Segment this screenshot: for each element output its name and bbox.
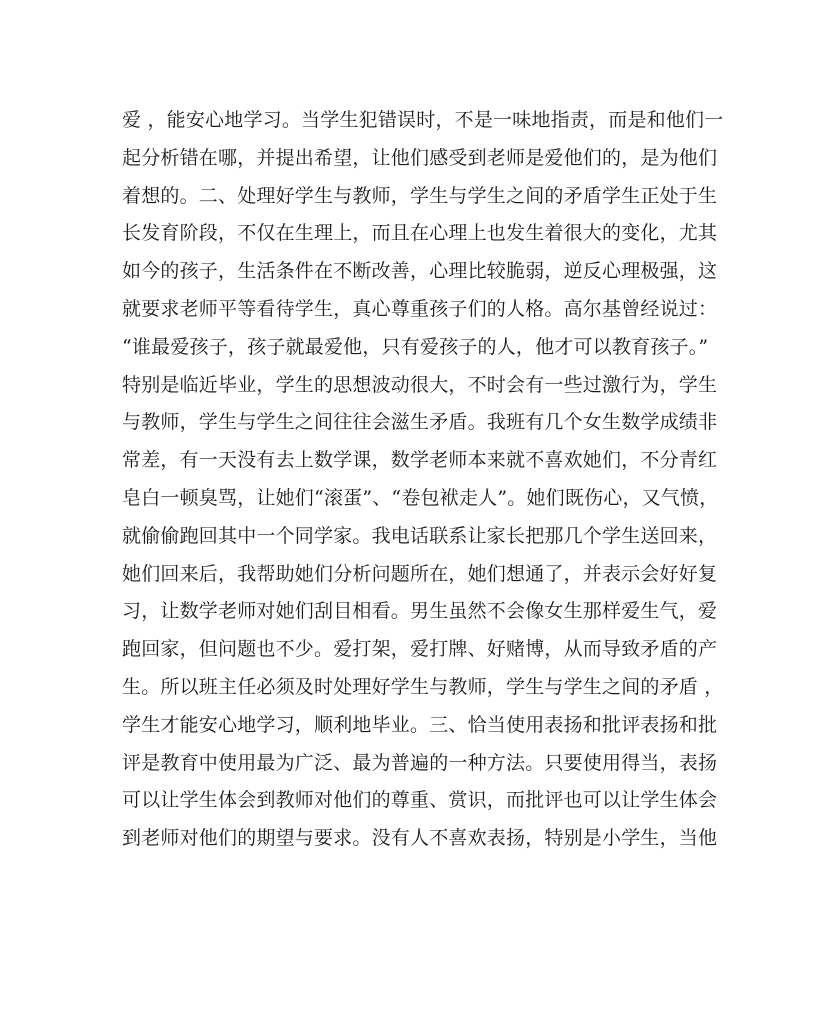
text-line: 评是教育中使用最为广泛、最为普遍的一种方法。只要使用得当，表扬 (122, 751, 718, 774)
text-line: 特别是临近毕业，学生的思想波动很大，不时会有一些过激行为，学生 (122, 373, 718, 396)
text-line: 皂白一顿臭骂，让她们“滚蛋”、“卷包袱走人”。她们既伤心，又气愤， (122, 486, 719, 509)
text-line: 生。所以班主任必须及时处理好学生与教师，学生与学生之间的矛盾 ， (122, 675, 724, 698)
text-line: 跑回家，但问题也不少。爱打架，爱打牌、好赌博，从而导致矛盾的产 (122, 638, 718, 661)
text-line: 学生才能安心地学习，顺利地毕业。三、恰当使用表扬和批评表扬和批 (122, 713, 718, 736)
text-line: 到老师对他们的期望与要求。没有人不喜欢表扬，特别是小学生，当他 (122, 827, 718, 850)
text-line: 起分析错在哪，并提出希望，让他们感受到老师是爱他们的，是为他们 (122, 146, 718, 169)
text-line: 如今的孩子，生活条件在不断改善，心理比较脆弱，逆反心理极强，这 (122, 260, 718, 283)
text-line: 她们回来后，我帮助她们分析问题所在，她们想通了，并表示会好好复 (122, 562, 718, 585)
text-line: 常差，有一天没有去上数学课，数学老师本来就不喜欢她们，不分青红 (122, 449, 718, 472)
text-line: 与教师，学生与学生之间往往会滋生矛盾。我班有几个女生数学成绩非 (122, 411, 718, 434)
text-line: 习，让数学老师对她们刮目相看。男生虽然不会像女生那样爱生气，爱 (122, 600, 718, 623)
text-line: 可以让学生体会到教师对他们的尊重、赏识，而批评也可以让学生体会 (122, 789, 718, 812)
text-line: 就偷偷跑回其中一个同学家。我电话联系让家长把那几个学生送回来， (122, 524, 718, 547)
body-text (122, 102, 724, 858)
text-line: 爱 ，能安心地学习。当学生犯错误时，不是一味地指责，而是和他们一 (122, 109, 724, 131)
text-line: 着想的。二、处理好学生与教师，学生与学生之间的矛盾学生正处于生 (122, 184, 718, 207)
text-line: 长发育阶段，不仅在生理上，而且在心理上也发生着很大的变化，尤其 (122, 222, 718, 245)
text-line: “谁最爱孩子，孩子就最爱他，只有爱孩子的人，他才可以教育孩子。” (122, 335, 709, 358)
text-line: 就要求老师平等看待学生，真心尊重孩子们的人格。高尔基曾经说过： (122, 297, 718, 320)
